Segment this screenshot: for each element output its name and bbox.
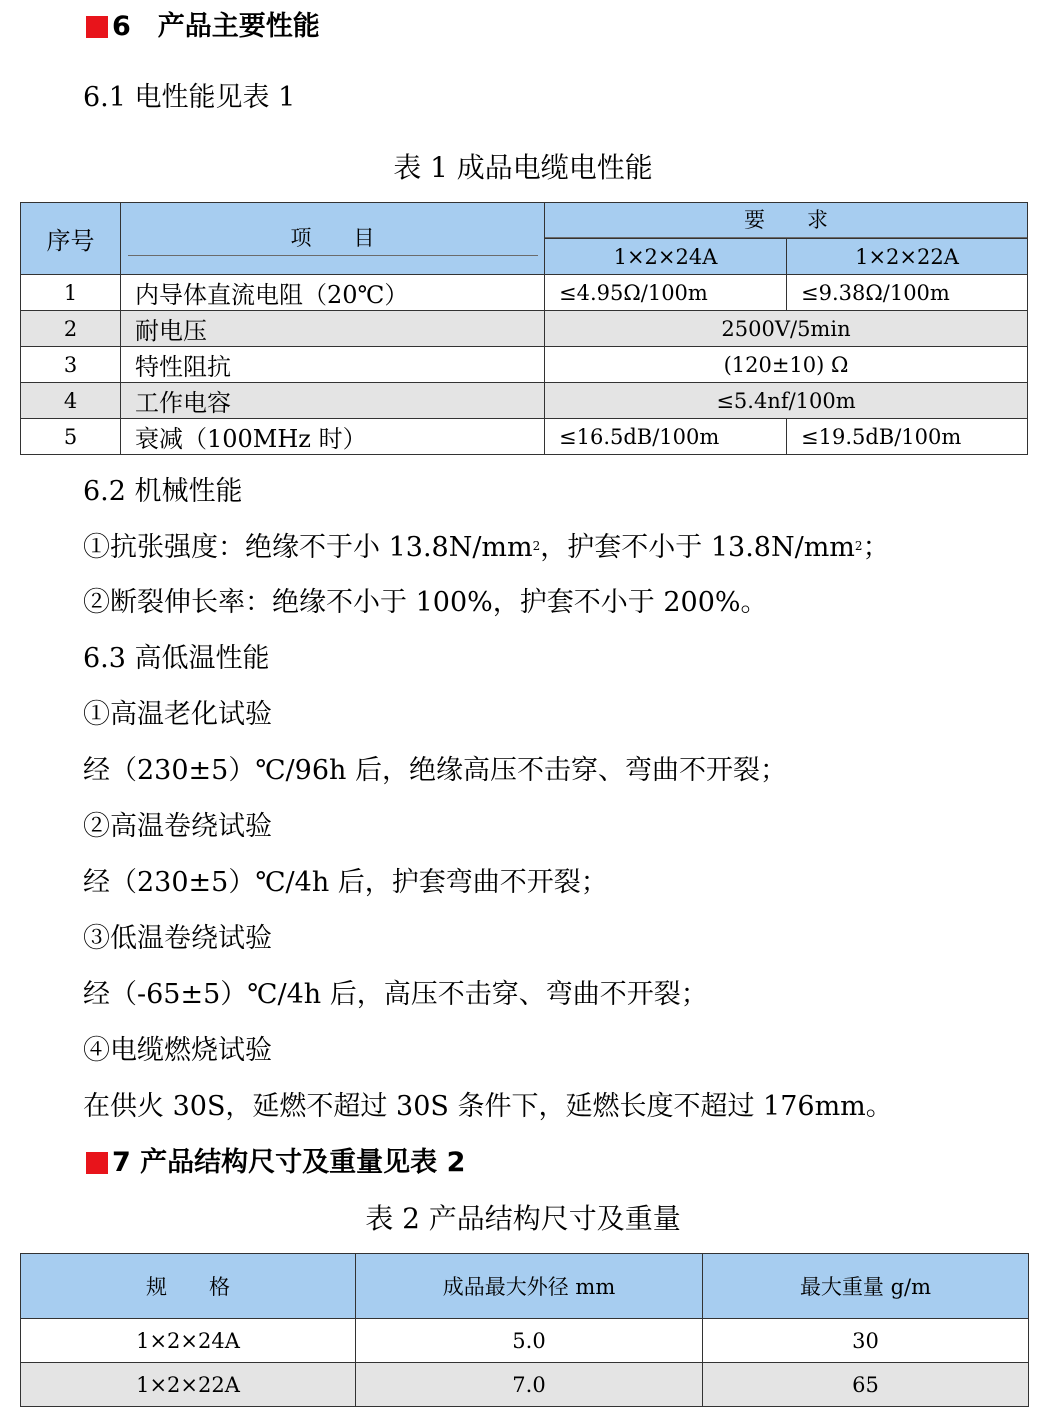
- section-7-heading: [86, 1146, 465, 1180]
- row-seq: 2: [21, 311, 121, 347]
- cell-spec: 1×2×24A: [21, 1319, 356, 1363]
- header-col-a: 1×2×24A: [545, 239, 787, 275]
- row-value-b: ≤19.5dB/100m: [787, 419, 1028, 455]
- row-item: 内导体直流电阻（20℃）: [121, 275, 545, 311]
- header-outer-diameter: 成品最大外径 mm: [356, 1254, 703, 1319]
- section-7-title: 7 产品结构尺寸及重量见表 2: [112, 1147, 466, 1178]
- test-line: ④电缆燃烧试验: [83, 1035, 272, 1066]
- row-seq: 5: [21, 419, 121, 455]
- superscript-2: 2: [854, 539, 863, 553]
- superscript-2: 2: [532, 539, 541, 553]
- row-seq: 3: [21, 347, 121, 383]
- row-value-a: ≤4.95Ω/100m: [545, 275, 787, 311]
- test-line: ③低温卷绕试验: [83, 923, 272, 954]
- header-item: [121, 203, 545, 275]
- subsection-6-3-title: 6.3 高低温性能: [83, 643, 270, 674]
- table-row: [21, 311, 1028, 347]
- test-line: ①高温老化试验: [83, 699, 272, 730]
- row-item: 衰减（100MHz 时）: [121, 419, 545, 455]
- row-value-a: ≤16.5dB/100m: [545, 419, 787, 455]
- cell-weight: 65: [703, 1363, 1029, 1407]
- elongation-line: ②断裂伸长率：绝缘不小于 100%，护套不小于 200%。: [83, 587, 768, 618]
- cell-weight: 30: [703, 1319, 1029, 1363]
- table-row: [21, 419, 1028, 455]
- subsection-6-1-title: 6.1 电性能见表 1: [83, 82, 296, 113]
- header-col-b: 1×2×22A: [787, 239, 1028, 275]
- header-item-label: 项 目: [128, 221, 538, 256]
- table-row: [21, 1319, 1029, 1363]
- tensile-text-1: ①抗张强度：绝缘不于小 13.8N/mm: [83, 532, 533, 563]
- table-1: [20, 202, 1028, 455]
- subsection-6-2-title: 6.2 机械性能: [83, 476, 243, 507]
- header-spec: 规 格: [21, 1254, 356, 1319]
- table-row: [21, 383, 1028, 419]
- section-6-title: 6 产品主要性能: [112, 11, 320, 42]
- table-row: [21, 347, 1028, 383]
- row-seq: 4: [21, 383, 121, 419]
- table-row: [21, 1363, 1029, 1407]
- test-line: ②高温卷绕试验: [83, 811, 272, 842]
- table-2: [20, 1253, 1029, 1407]
- row-item: 耐电压: [121, 311, 545, 347]
- row-item: 工作电容: [121, 383, 545, 419]
- table-1-caption: 表 1 成品电缆电性能: [393, 151, 653, 184]
- tensile-strength-line: [83, 530, 890, 566]
- header-requirement-label: 要 求: [545, 203, 1027, 238]
- header-weight: 最大重量 g/m: [703, 1254, 1029, 1319]
- section-6-heading: [86, 10, 320, 44]
- test-line: 经（230±5）℃/4h 后，护套弯曲不开裂；: [83, 867, 608, 898]
- row-value-merged: 2500V/5min: [545, 311, 1028, 347]
- table-2-caption: 表 2 产品结构尺寸及重量: [365, 1202, 681, 1235]
- test-line: 在供火 30S，延燃不超过 30S 条件下，延燃长度不超过 176mm。: [83, 1091, 893, 1122]
- row-value-merged: (120±10) Ω: [545, 347, 1028, 383]
- tensile-text-2: ，护套不小于 13.8N/mm: [540, 532, 855, 563]
- row-seq: 1: [21, 275, 121, 311]
- header-seq: 序号: [21, 203, 121, 275]
- red-square-icon: [86, 1152, 108, 1174]
- test-line: 经（-65±5）℃/4h 后，高压不击穿、弯曲不开裂；: [83, 979, 708, 1010]
- red-square-icon: [86, 16, 108, 38]
- row-value-merged: ≤5.4nf/100m: [545, 383, 1028, 419]
- test-line: 经（230±5）℃/96h 后，绝缘高压不击穿、弯曲不开裂；: [83, 755, 787, 786]
- cell-diameter: 7.0: [356, 1363, 703, 1407]
- header-requirement: [545, 203, 1028, 239]
- table-row: [21, 275, 1028, 311]
- table-header-row: [21, 1254, 1029, 1319]
- row-value-b: ≤9.38Ω/100m: [787, 275, 1028, 311]
- cell-spec: 1×2×22A: [21, 1363, 356, 1407]
- cell-diameter: 5.0: [356, 1319, 703, 1363]
- row-item: 特性阻抗: [121, 347, 545, 383]
- tensile-text-3: ；: [862, 532, 890, 563]
